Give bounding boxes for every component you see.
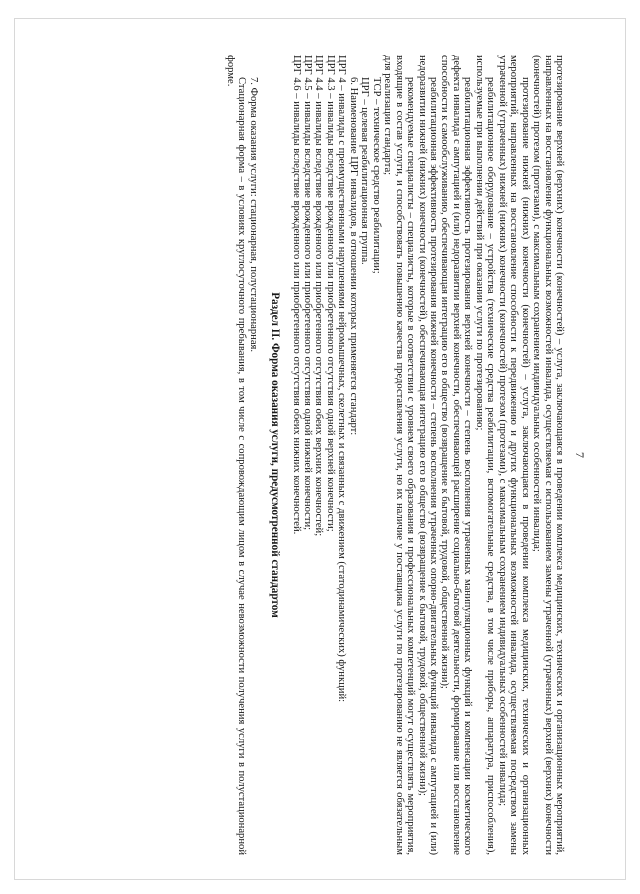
section-title: Раздел II. Форма оказания услуги, предусмотренной стандартом: [269, 292, 282, 618]
paragraph-recommended-specialists: рекомендуемые специалисты – специалисты, которые в соответствии с уровнем своего образования и профессиональных компетенций могут осуществлять мероприятия, входящие в состав услуги, и способствовать повышению качества предоставления услуги, но их наличие у поставщика услуги по протезированию не является обязательным для реализации стандарта;: [382, 55, 417, 855]
list-item: ЦРГ 4.4 – инвалиды вследствие врожденного или приобретенного отсутствия обеих верхних конечностей;: [313, 55, 325, 537]
paragraph-upper-limb: протезирование верхней (верхних) конечности (конечностей) – услуга, заключающаяся в проведении комплекса медицинских, технических и организационных мероприятий, направленных на восстановление функциональных возможностей инвалида, осуществляемая с использованием замены утраченной (утраченных) верхней (верхних) конечности (конечностей) протезом (протезами), с максимальным сохранением индивидуальных особенностей инвалида;: [531, 55, 565, 855]
paragraph-crg-4: ЦРГ 4 – инвалиды с преимущественными нарушениями нейромышечных, скелетных и связанных с движением (статодинамических) функций:: [336, 55, 348, 703]
top-paragraphs: [336, 55, 565, 855]
rotated-text-block: [65, 55, 585, 855]
bottom-paragraphs: [224, 55, 258, 855]
page-number: 7: [573, 452, 587, 458]
paragraph-crg: ЦРГ – целевая реабилитационная группа.: [359, 77, 371, 265]
list-item: ЦРГ 4.5 – инвалиды вследствие врожденного или приобретенного отсутствия одной нижней конечности;: [302, 55, 314, 531]
list-item: ЦРГ 4.6 – инвалиды вследствие врожденного или приобретенного отсутствия обеих нижних конечностей.: [290, 55, 302, 535]
paragraph-tsr: ТСР – техническое средство реабилитации;: [370, 77, 382, 274]
list-item: ЦРГ 4.3 – инвалиды вследствие врожденного или приобретенного отсутствия одной верхней конечности;: [324, 55, 336, 532]
crg-list: [290, 55, 336, 855]
paragraph-rehab-efficiency-upper: реабилитационная эффективность протезирования верхней конечности – степень восполнения утраченных манипуляционных функций и компенсации косметического дефекта инвалида с ампутацией и (или) недоразвитии верхней конечности, обеспечивающей расширение социально-бытовой деятельности, формирование или восстановление способности к самообслуживанию, обеспечивающая интеграцию его в общество (возвращение к бытовой, трудовой, общественной жизни);: [439, 55, 474, 855]
paragraph-lower-limb: протезирование нижней (нижних) конечности (конечностей) – услуга, заключающаяся в проведении комплекса медицинских, технических и организационных мероприятий, направленных на восстановление способности к передвижению и других функциональных возможностей инвалида, осуществляемая посредством замены утраченной (утраченных) нижней (нижних) конечности (конечностей) протезом (протезами), с максимальным сохранением индивидуальных особенностей инвалида;: [496, 55, 531, 855]
paragraph-item-7: 7. Форма оказания услуги: стационарная, полустационарная.: [247, 77, 259, 353]
paragraph-rehab-efficiency-lower: реабилитационная эффективность протезирования нижней конечности – степень восполнения утраченных опорно-двигательных функций инвалида с ампутацией и (или) недоразвитии нижней (нижних) конечности (конечностей), обеспечивающая интеграцию его в общество (возвращение к бытовой, трудовой, общественной жизни);: [416, 55, 440, 855]
paragraph-stationary-form: Стационарная форма – в условиях круглосуточного пребывания, в том числе с сопровождающим лицом в случае невозможности получения услуги в полустационарной форме.: [224, 55, 248, 855]
paragraph-rehab-equipment: реабилитационное оборудование – устройства (технические средства реабилитации, вспомогательные средства, в том числе приборы, аппаратура, приспособления), используемые при выполнении действий при оказании услуги по протезированию;: [473, 55, 497, 855]
paragraph-item-6: 6. Наименование ЦРГ инвалидов, в отношении которых применяется стандарт:: [347, 77, 359, 436]
